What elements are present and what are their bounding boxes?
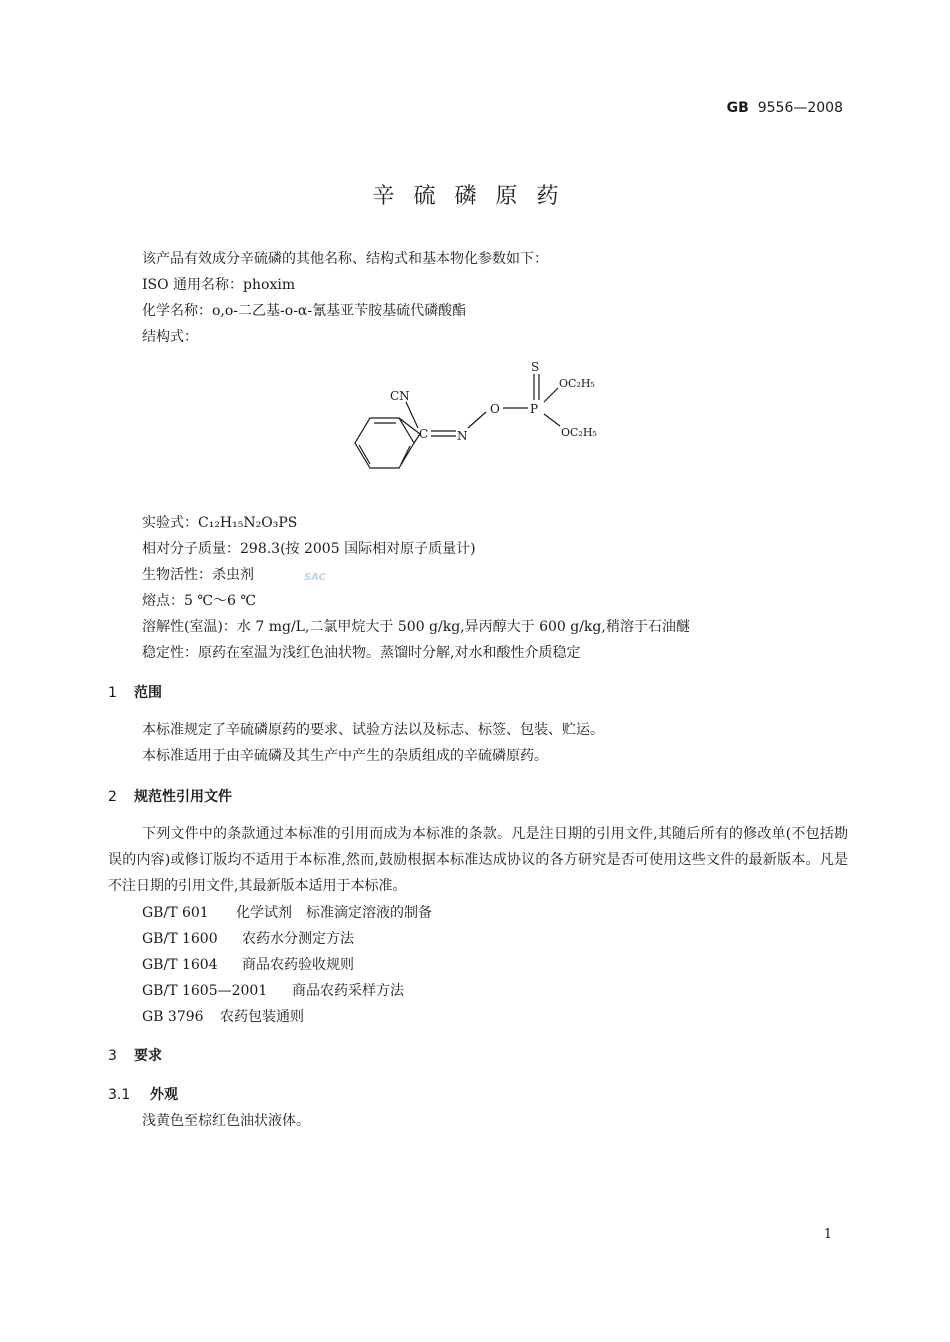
reference-item: GB/T 1604 商品农药验收规则 [142, 957, 354, 973]
appearance-text: 浅黄色至棕红色油状液体。 [142, 1113, 310, 1129]
chemical-name: 化学名称：o,o-二乙基-o-α-氰基亚苄胺基硫代磷酸酯 [142, 303, 467, 319]
oxygen-label: O [490, 402, 500, 416]
empirical-formula: 实验式：C₁₂H₁₅N₂O₃PS [142, 515, 298, 531]
standard-number: GB 9556—2008 [726, 100, 843, 116]
structural-formula [330, 360, 630, 490]
section-1-heading: 1 范围 [108, 685, 162, 701]
structure-label: 结构式： [142, 329, 198, 345]
carbon-label: C [419, 427, 429, 441]
melting-point: 熔点：5 ℃～6 ℃ [142, 593, 257, 609]
bio-activity: 生物活性：杀虫剂 [142, 567, 254, 583]
scope-paragraph-1: 本标准规定了辛硫磷原药的要求、试验方法以及标志、标签、包装、贮运。 [142, 722, 604, 738]
section-3-heading: 3 要求 [108, 1048, 162, 1064]
reference-item: GB/T 1605—2001 商品农药采样方法 [142, 983, 404, 999]
molecular-mass: 相对分子质量：298.3(按 2005 国际相对原子质量计) [142, 541, 476, 557]
ethoxy-bottom-label: OC₂H₅ [561, 426, 597, 439]
nitrogen-label: N [457, 429, 468, 443]
reference-item: GB 3796 农药包装通则 [142, 1009, 304, 1025]
sac-watermark: SAC [304, 572, 326, 583]
page-title: 辛硫磷原药 [372, 184, 578, 209]
solubility: 溶解性(室温)：水 7 mg/L,二氯甲烷大于 500 g/kg,异丙醇大于 600 g/kg,稍溶于石油醚 [142, 619, 690, 635]
section-3-1-heading: 3.1 外观 [108, 1087, 178, 1103]
reference-item: GB/T 1600 农药水分测定方法 [142, 931, 354, 947]
references-paragraph: 下列文件中的条款通过本标准的引用而成为本标准的条款。凡是注日期的引用文件,其随后所有的修改单(不包括勘误的内容)或修订版均不适用于本标准,然而,鼓励根据本标准达成协议的各方研究是否可使用这些文件的最新版本。凡是不注日期的引用文件,其最新版本适用于本标准。 [108, 826, 848, 894]
iso-name: ISO 通用名称：phoxim [142, 277, 296, 293]
scope-paragraph-2: 本标准适用于由辛硫磷及其生产中产生的杂质组成的辛硫磷原药。 [142, 748, 548, 764]
intro-lead: 该产品有效成分辛硫磷的其他名称、结构式和基本物化参数如下： [142, 251, 548, 267]
page-number: 1 [823, 1227, 832, 1242]
cn-label: CN [390, 389, 410, 403]
sulfur-label: S [531, 360, 540, 374]
benzene-ring [355, 418, 414, 468]
section-2-heading: 2 规范性引用文件 [108, 789, 232, 805]
ethoxy-top-label: OC₂H₅ [559, 377, 595, 390]
phosphorus-label: P [530, 402, 539, 416]
reference-item: GB/T 601 化学试剂 标准滴定溶液的制备 [142, 905, 432, 921]
stability: 稳定性：原药在室温为浅红色油状物。蒸馏时分解,对水和酸性介质稳定 [142, 645, 581, 661]
